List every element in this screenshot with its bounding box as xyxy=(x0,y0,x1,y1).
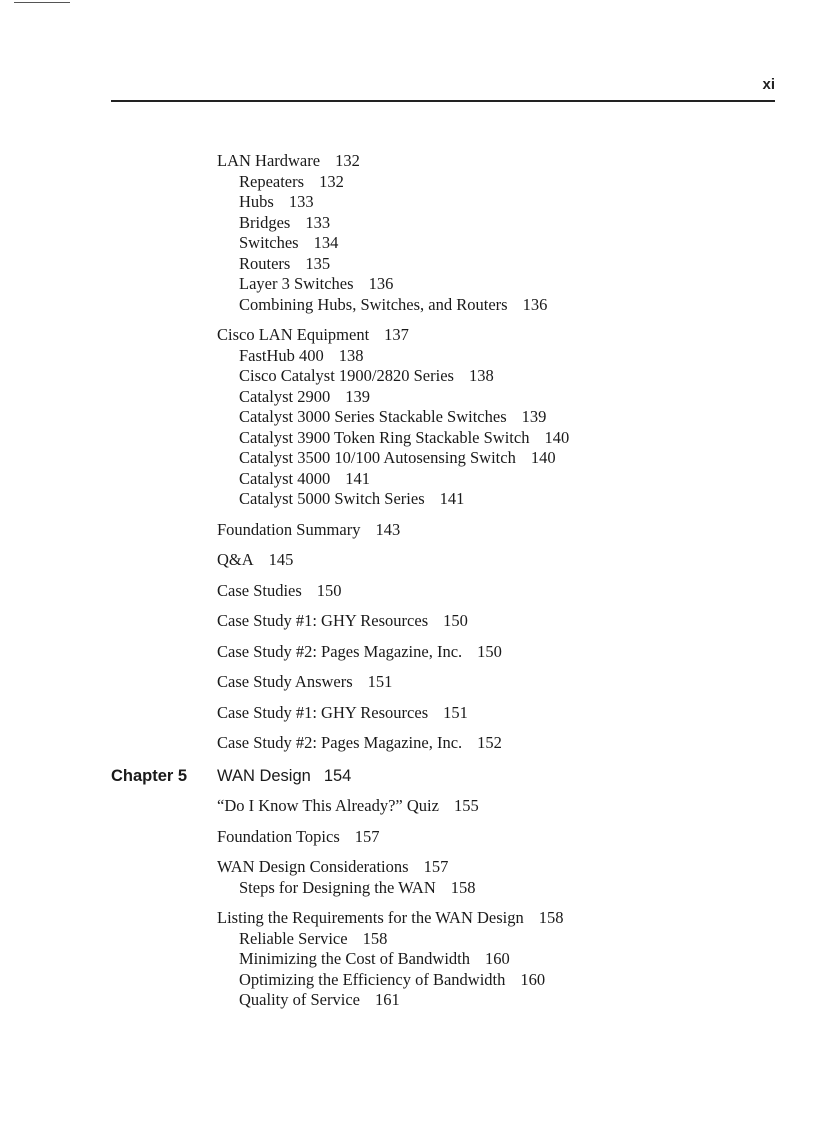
subentry-page: 158 xyxy=(450,877,476,897)
chapter-4-entries xyxy=(217,151,796,754)
toc-group xyxy=(217,733,796,754)
subentry-page: 136 xyxy=(368,274,394,293)
subentry-page: 139 xyxy=(521,407,547,426)
entry-title: Case Study #1: GHY Resources xyxy=(217,611,429,630)
toc-group xyxy=(217,857,796,898)
toc-entry[interactable] xyxy=(217,733,796,754)
toc-entry[interactable] xyxy=(217,908,796,929)
entry-title: Foundation Topics xyxy=(217,826,340,846)
subentry-title: Routers xyxy=(239,253,291,273)
subentry-title: Switches xyxy=(239,233,299,252)
subentry-title: Catalyst 2900 xyxy=(239,386,331,406)
toc-subentry[interactable] xyxy=(217,346,796,367)
header-rule xyxy=(111,100,775,102)
toc-group xyxy=(217,581,796,602)
subentry-page: 134 xyxy=(313,233,339,252)
entry-title: WAN Design Considerations xyxy=(217,857,409,876)
entry-title: LAN Hardware xyxy=(217,151,321,170)
entry-title: Case Study #1: GHY Resources xyxy=(217,702,429,722)
subentry-page: 158 xyxy=(362,928,388,948)
subentry-page: 141 xyxy=(439,489,465,508)
toc-entry[interactable] xyxy=(217,672,796,693)
subentry-page: 141 xyxy=(345,468,370,488)
chapter-title: WAN Design xyxy=(217,766,311,785)
toc-group xyxy=(217,325,796,510)
page-number: xi xyxy=(762,76,775,93)
toc-subentry[interactable] xyxy=(217,990,796,1011)
entry-title: Q&A xyxy=(217,550,254,569)
toc-entry[interactable] xyxy=(217,703,796,724)
entry-page: 150 xyxy=(443,611,468,630)
entry-title: Case Study #2: Pages Magazine, Inc. xyxy=(217,641,463,661)
entry-title: Foundation Summary xyxy=(217,519,361,539)
toc-subentry[interactable] xyxy=(217,469,796,490)
subentry-title: Combining Hubs, Switches, and Routers xyxy=(239,294,508,314)
toc-entry[interactable] xyxy=(217,151,796,172)
entry-page: 155 xyxy=(453,796,479,815)
toc-group xyxy=(217,796,796,817)
subentry-page: 160 xyxy=(485,949,510,968)
subentry-page: 138 xyxy=(468,366,494,385)
entry-title: “Do I Know This Already?” Quiz xyxy=(217,796,439,815)
subentry-title: Catalyst 4000 xyxy=(239,468,331,488)
toc-subentry[interactable] xyxy=(217,878,796,899)
toc-group xyxy=(217,703,796,724)
table-of-contents xyxy=(111,151,796,1021)
subentry-page: 138 xyxy=(338,345,364,365)
toc-subentry[interactable] xyxy=(217,929,796,950)
toc-subentry[interactable] xyxy=(217,407,796,428)
subentry-title: Quality of Service xyxy=(239,990,360,1009)
toc-subentry[interactable] xyxy=(217,213,796,234)
toc-group xyxy=(217,520,796,541)
toc-group xyxy=(217,151,796,315)
subentry-title: Bridges xyxy=(239,212,291,232)
subentry-page: 133 xyxy=(305,212,331,232)
entry-page: 132 xyxy=(335,151,360,170)
subentry-page: 133 xyxy=(288,192,314,211)
entry-title: Listing the Requirements for the WAN Design xyxy=(217,908,524,927)
subentry-title: Reliable Service xyxy=(239,928,348,948)
toc-group xyxy=(217,642,796,663)
subentry-title: FastHub 400 xyxy=(239,345,324,365)
toc-entry[interactable] xyxy=(217,857,796,878)
subentry-title: Catalyst 3000 Series Stackable Switches xyxy=(239,407,507,426)
toc-subentry[interactable] xyxy=(217,254,796,275)
toc-subentry[interactable] xyxy=(217,448,796,469)
toc-group xyxy=(217,550,796,571)
corner-rule xyxy=(14,2,70,3)
toc-subentry[interactable] xyxy=(217,489,796,510)
subentry-title: Catalyst 3500 10/100 Autosensing Switch xyxy=(239,448,516,467)
toc-group xyxy=(217,611,796,632)
toc-subentry[interactable] xyxy=(217,970,796,991)
subentry-title: Cisco Catalyst 1900/2820 Series xyxy=(239,366,454,385)
subentry-title: Catalyst 5000 Switch Series xyxy=(239,489,425,508)
subentry-title: Hubs xyxy=(239,192,274,211)
entry-page: 152 xyxy=(477,733,502,752)
chapter-label: Chapter 5 xyxy=(111,766,188,785)
toc-subentry[interactable] xyxy=(217,387,796,408)
subentry-page: 140 xyxy=(530,448,556,467)
chapter-heading[interactable] xyxy=(111,766,796,787)
subentry-title: Minimizing the Cost of Bandwidth xyxy=(239,949,470,968)
entry-page: 137 xyxy=(384,325,409,344)
entry-page: 143 xyxy=(375,519,401,539)
entry-page: 157 xyxy=(354,826,380,846)
entry-page: 157 xyxy=(423,857,449,876)
toc-subentry[interactable] xyxy=(217,172,796,193)
subentry-page: 160 xyxy=(520,969,546,989)
toc-group xyxy=(217,908,796,1011)
subentry-page: 136 xyxy=(522,294,548,314)
subentry-title: Steps for Designing the WAN xyxy=(239,877,436,897)
entry-title: Case Study Answers xyxy=(217,672,353,691)
toc-subentry[interactable] xyxy=(217,233,796,254)
subentry-page: 140 xyxy=(544,427,570,447)
entry-page: 150 xyxy=(477,641,502,661)
subentry-title: Repeaters xyxy=(239,171,305,191)
toc-subentry[interactable] xyxy=(217,949,796,970)
entry-page: 150 xyxy=(316,580,342,600)
toc-entry[interactable] xyxy=(217,550,796,571)
subentry-title: Catalyst 3900 Token Ring Stackable Switch xyxy=(239,427,530,447)
subentry-page: 132 xyxy=(319,171,344,191)
subentry-title: Optimizing the Efficiency of Bandwidth xyxy=(239,969,506,989)
toc-subentry[interactable] xyxy=(217,274,796,295)
entry-page: 145 xyxy=(268,550,294,569)
entry-page: 158 xyxy=(538,908,564,927)
toc-subentry[interactable] xyxy=(217,192,796,213)
entry-title: Case Studies xyxy=(217,580,302,600)
chapter-page-number: 154 xyxy=(323,766,352,785)
toc-subentry[interactable] xyxy=(217,366,796,387)
toc-group xyxy=(217,827,796,848)
toc-entry[interactable] xyxy=(217,642,796,663)
entry-title: Cisco LAN Equipment xyxy=(217,325,370,344)
toc-entry[interactable] xyxy=(217,796,796,817)
toc-entry[interactable] xyxy=(217,827,796,848)
toc-subentry[interactable] xyxy=(217,295,796,316)
entry-title: Case Study #2: Pages Magazine, Inc. xyxy=(217,733,463,752)
chapter-5-entries xyxy=(217,796,796,1011)
toc-entry[interactable] xyxy=(217,581,796,602)
toc-entry[interactable] xyxy=(217,520,796,541)
toc-entry[interactable] xyxy=(217,611,796,632)
toc-entry[interactable] xyxy=(217,325,796,346)
toc-subentry[interactable] xyxy=(217,428,796,449)
subentry-page: 161 xyxy=(374,990,400,1009)
entry-page: 151 xyxy=(367,672,393,691)
toc-group xyxy=(217,672,796,693)
subentry-page: 139 xyxy=(345,386,370,406)
entry-page: 151 xyxy=(443,702,468,722)
subentry-title: Layer 3 Switches xyxy=(239,274,354,293)
subentry-page: 135 xyxy=(305,253,331,273)
